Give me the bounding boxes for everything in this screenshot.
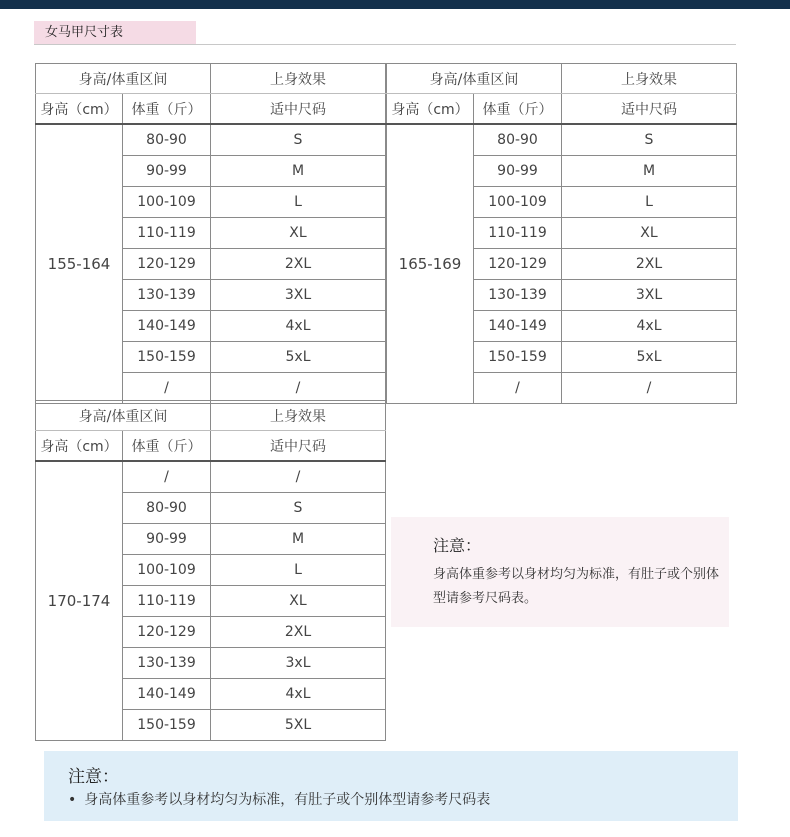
size-cell: M <box>211 156 386 187</box>
height-group: 155-164 <box>36 124 123 404</box>
weight-cell: 140-149 <box>123 311 211 342</box>
weight-cell: 110-119 <box>474 218 562 249</box>
height-group: 170-174 <box>36 461 123 741</box>
size-cell: 2XL <box>211 617 386 648</box>
weight-cell: / <box>123 373 211 404</box>
table-row <box>36 124 386 156</box>
weight-cell: 120-129 <box>123 617 211 648</box>
bottom-note-title: 注意： <box>68 767 119 787</box>
bottom-note-line <box>68 789 490 809</box>
size-cell: M <box>211 524 386 555</box>
weight-cell: 140-149 <box>474 311 562 342</box>
header-size: 适中尺码 <box>211 94 386 125</box>
size-cell: 5xL <box>211 342 386 373</box>
table-row <box>36 461 386 493</box>
header-size: 适中尺码 <box>211 431 386 462</box>
weight-cell: 80-90 <box>474 124 562 156</box>
size-table-2 <box>386 63 737 404</box>
weight-cell: 150-159 <box>474 342 562 373</box>
bullet-icon: • <box>68 792 77 808</box>
page-title: 女马甲尺寸表 <box>34 21 196 44</box>
header-height: 身高（cm） <box>36 431 123 462</box>
weight-cell: 90-99 <box>123 524 211 555</box>
header-weight: 体重（斤） <box>474 94 562 125</box>
weight-cell: 80-90 <box>123 493 211 524</box>
size-table-3 <box>35 400 386 741</box>
size-cell: / <box>211 373 386 404</box>
size-cell: L <box>211 555 386 586</box>
header-range: 身高/体重区间 <box>36 64 211 94</box>
size-cell: 3xL <box>211 648 386 679</box>
size-cell: 2XL <box>562 249 737 280</box>
header-effect: 上身效果 <box>211 401 386 431</box>
height-group: 165-169 <box>387 124 474 404</box>
bottom-note-body: 身高体重参考以身材均匀为标准，有肚子或个别体型请参考尺码表 <box>84 792 491 808</box>
header-weight: 体重（斤） <box>123 431 211 462</box>
size-cell: 2XL <box>211 249 386 280</box>
size-table-1 <box>35 63 386 404</box>
weight-cell: 100-109 <box>123 555 211 586</box>
table-row <box>387 124 737 156</box>
weight-cell: 110-119 <box>123 586 211 617</box>
size-cell: XL <box>211 586 386 617</box>
size-cell: L <box>562 187 737 218</box>
size-cell: 3XL <box>562 280 737 311</box>
weight-cell: 120-129 <box>474 249 562 280</box>
header-range: 身高/体重区间 <box>387 64 562 94</box>
header-weight: 体重（斤） <box>123 94 211 125</box>
size-cell: 3XL <box>211 280 386 311</box>
note-box <box>391 517 729 627</box>
bottom-note-box <box>44 751 738 821</box>
note-body: 身高体重参考以身材均匀为标准，有肚子或个别体型请参考尺码表。 <box>433 567 720 606</box>
note-title: 注意： <box>433 536 482 555</box>
size-cell: 4xL <box>562 311 737 342</box>
size-cell: / <box>211 461 386 493</box>
weight-cell: 100-109 <box>123 187 211 218</box>
header-effect: 上身效果 <box>562 64 737 94</box>
weight-cell: 150-159 <box>123 342 211 373</box>
size-cell: 5xL <box>562 342 737 373</box>
weight-cell: 140-149 <box>123 679 211 710</box>
weight-cell: / <box>123 461 211 493</box>
size-cell: 5XL <box>211 710 386 741</box>
size-cell: M <box>562 156 737 187</box>
size-cell: 4xL <box>211 311 386 342</box>
size-cell: L <box>211 187 386 218</box>
weight-cell: 150-159 <box>123 710 211 741</box>
weight-cell: / <box>474 373 562 404</box>
weight-cell: 130-139 <box>474 280 562 311</box>
weight-cell: 100-109 <box>474 187 562 218</box>
weight-cell: 120-129 <box>123 249 211 280</box>
weight-cell: 110-119 <box>123 218 211 249</box>
header-range: 身高/体重区间 <box>36 401 211 431</box>
size-cell: S <box>211 124 386 156</box>
title-divider <box>34 44 736 45</box>
weight-cell: 90-99 <box>123 156 211 187</box>
weight-cell: 130-139 <box>123 280 211 311</box>
size-cell: S <box>562 124 737 156</box>
header-size: 适中尺码 <box>562 94 737 125</box>
size-cell: S <box>211 493 386 524</box>
size-cell: XL <box>562 218 737 249</box>
size-cell: XL <box>211 218 386 249</box>
weight-cell: 90-99 <box>474 156 562 187</box>
header-effect: 上身效果 <box>211 64 386 94</box>
weight-cell: 130-139 <box>123 648 211 679</box>
weight-cell: 80-90 <box>123 124 211 156</box>
header-height: 身高（cm） <box>387 94 474 125</box>
top-bar <box>0 0 790 9</box>
size-cell: / <box>562 373 737 404</box>
header-height: 身高（cm） <box>36 94 123 125</box>
size-cell: 4xL <box>211 679 386 710</box>
